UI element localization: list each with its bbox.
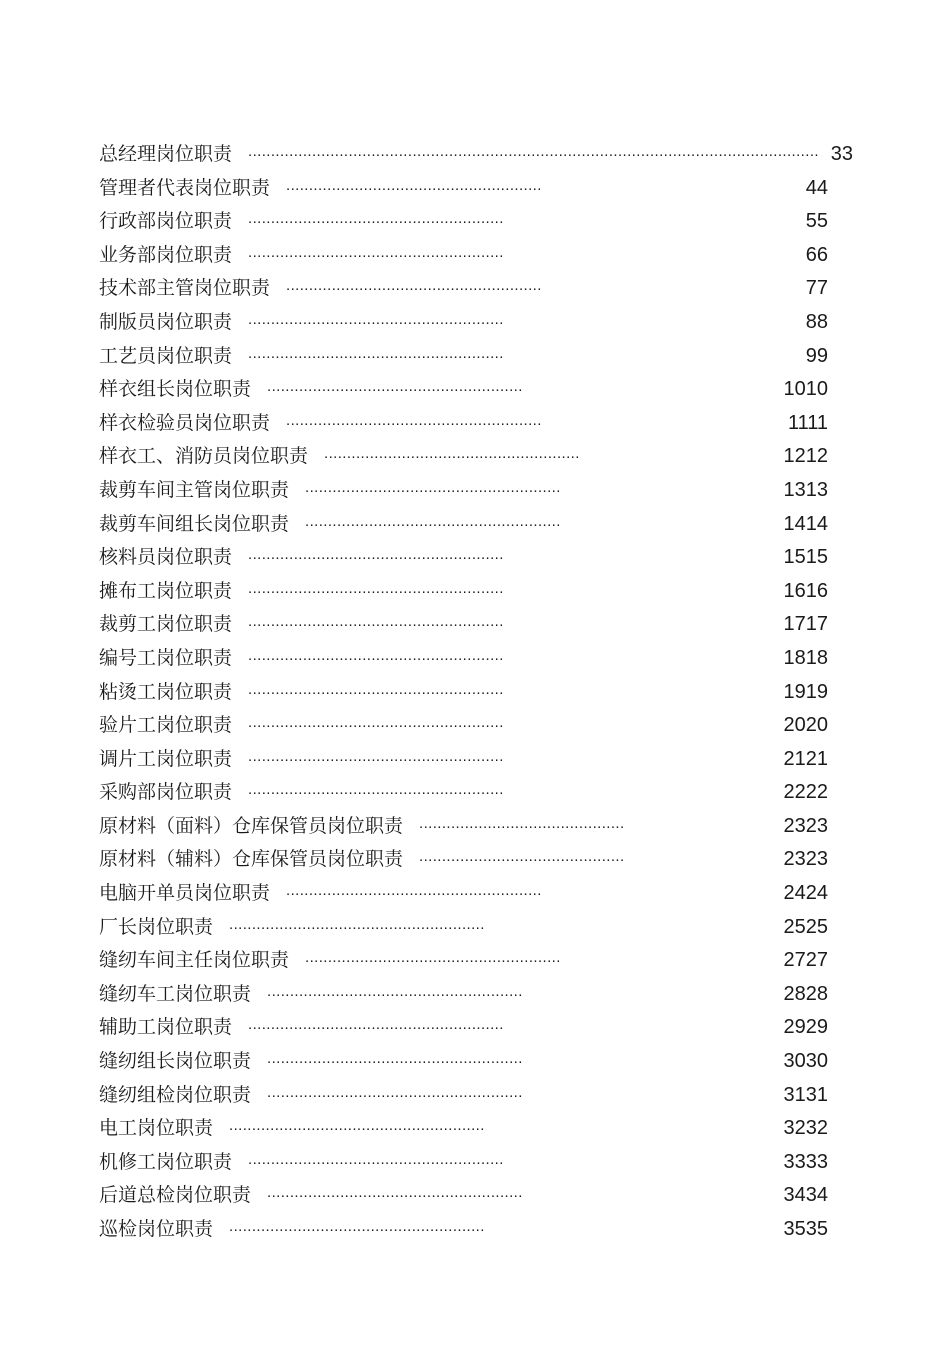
- toc-dot-leader: ........................................................: [248, 781, 504, 799]
- toc-entry[interactable]: [99, 1112, 859, 1146]
- toc-entry[interactable]: [99, 743, 859, 777]
- toc-dot-leader: ........................................................: [324, 445, 580, 463]
- toc-entry[interactable]: [99, 911, 859, 945]
- toc-entry-title: 工艺员岗位职责: [99, 344, 233, 367]
- toc-entry-page-number: 1818: [783, 646, 828, 669]
- toc-entry-title: 编号工岗位职责: [99, 646, 233, 669]
- toc-dot-leader: ........................................................: [267, 982, 523, 1000]
- toc-entry-title: 样衣组长岗位职责: [99, 378, 252, 401]
- toc-entry-page-number: 2828: [783, 982, 828, 1005]
- toc-dot-leader: ........................................................: [229, 1117, 485, 1135]
- toc-entry[interactable]: [99, 474, 859, 508]
- toc-entry[interactable]: [99, 340, 859, 374]
- toc-entry-page-number: 1212: [783, 445, 828, 468]
- toc-dot-leader: ........................................................: [248, 680, 504, 698]
- toc-entry-page-number: 2424: [783, 882, 828, 905]
- toc-entry-title: 技术部主管岗位职责: [99, 277, 271, 300]
- toc-dot-leader: ........................................................: [248, 579, 504, 597]
- toc-entry-page-number: 33: [830, 143, 853, 165]
- toc-entry-title: 巡检岗位职责: [99, 1218, 214, 1240]
- toc-entry[interactable]: [99, 306, 859, 340]
- toc-entry-title: 机修工岗位职责: [99, 1150, 233, 1173]
- toc-entry-title: 验片工岗位职责: [99, 714, 233, 737]
- toc-entry-title: 后道总检岗位职责: [99, 1184, 252, 1207]
- toc-entry-page-number: 3434: [783, 1184, 828, 1207]
- toc-entry-page-number: 1616: [783, 579, 828, 602]
- toc-dot-leader: ........................................................: [305, 512, 561, 530]
- toc-dot-leader: ........................................................: [248, 310, 504, 328]
- toc-entry[interactable]: [99, 172, 859, 206]
- toc-entry-title: 裁剪车间主管岗位职责: [99, 478, 290, 501]
- toc-entry-page-number: 88: [805, 310, 828, 333]
- toc-dot-leader: ........................................................: [267, 1050, 523, 1068]
- toc-dot-leader: ........................................................: [229, 1218, 485, 1235]
- toc-dot-leader: ........................................................: [267, 1184, 523, 1202]
- toc-dot-leader: ........................................................: [248, 747, 504, 765]
- toc-entry[interactable]: [99, 440, 859, 474]
- toc-entry-page-number: 2121: [783, 747, 828, 770]
- toc-dot-leader: ........................................................: [248, 714, 504, 732]
- toc-entry-title: 原材料（辅料）仓库保管员岗位职责: [99, 848, 404, 871]
- toc-entry-page-number: 2727: [783, 949, 828, 972]
- toc-entry[interactable]: [99, 1045, 859, 1079]
- toc-entry-page-number: 66: [805, 243, 828, 266]
- toc-dot-leader: ........................................................: [286, 277, 542, 295]
- toc-entry-page-number: 1010: [783, 378, 828, 401]
- toc-entry-page-number: 99: [805, 344, 828, 367]
- toc-dot-leader: .............................................: [419, 848, 625, 866]
- toc-entry-title: 缝纫组检岗位职责: [99, 1083, 252, 1106]
- toc-entry-page-number: 3131: [783, 1083, 828, 1106]
- toc-entry[interactable]: [99, 676, 859, 710]
- toc-entry[interactable]: [99, 877, 859, 911]
- toc-entry[interactable]: [99, 508, 859, 542]
- toc-entry[interactable]: [99, 205, 859, 239]
- toc-entry[interactable]: [99, 373, 859, 407]
- toc-entry[interactable]: [99, 575, 859, 609]
- toc-entry-title: 核料员岗位职责: [99, 546, 233, 569]
- toc-entry-page-number: 3333: [783, 1150, 828, 1173]
- toc-entry[interactable]: [99, 608, 859, 642]
- toc-entry-title: 样衣检验员岗位职责: [99, 411, 271, 434]
- toc-entry[interactable]: [99, 1146, 859, 1180]
- toc-entry[interactable]: [99, 1079, 859, 1113]
- toc-entry[interactable]: [99, 642, 859, 676]
- toc-dot-leader: ........................................................: [267, 1083, 523, 1101]
- toc-dot-leader: ........................................................: [248, 613, 504, 631]
- toc-entry-page-number: 77: [805, 277, 828, 300]
- toc-entry-page-number: 2525: [783, 915, 828, 938]
- toc-dot-leader: ........................................................: [248, 344, 504, 362]
- toc-entry[interactable]: [99, 407, 859, 441]
- toc-dot-leader: ........................................................: [229, 915, 485, 933]
- toc-dot-leader: ........................................................: [248, 546, 504, 564]
- toc-entry[interactable]: [99, 239, 859, 273]
- toc-dot-leader: ........................................................: [286, 411, 542, 429]
- toc-entry[interactable]: [99, 1011, 859, 1045]
- toc-entry[interactable]: [99, 776, 859, 810]
- toc-entry-title: 样衣工、消防员岗位职责: [99, 445, 309, 468]
- toc-entry-page-number: 3030: [783, 1050, 828, 1073]
- toc-entry[interactable]: [99, 709, 859, 743]
- toc-entry[interactable]: [99, 978, 859, 1012]
- toc-dot-leader: ........................................................: [267, 378, 523, 396]
- toc-entry-title: 缝纫车工岗位职责: [99, 982, 252, 1005]
- toc-entry-page-number: 2929: [783, 1016, 828, 1039]
- toc-entry-title: 业务部岗位职责: [99, 243, 233, 266]
- toc-entry-title: 裁剪车间组长岗位职责: [99, 512, 290, 535]
- toc-entry-title: 缝纫车间主任岗位职责: [99, 949, 290, 972]
- toc-entry-title: 辅助工岗位职责: [99, 1016, 233, 1039]
- toc-dot-leader: ........................................................: [248, 646, 504, 664]
- toc-entry-title: 电脑开单员岗位职责: [99, 882, 271, 905]
- toc-entry-title: 裁剪工岗位职责: [99, 613, 233, 636]
- table-of-contents: [99, 138, 859, 1247]
- toc-dot-leader: ........................................................: [286, 176, 542, 194]
- toc-entry-page-number: 3232: [783, 1117, 828, 1140]
- toc-entry-title: 行政部岗位职责: [99, 210, 233, 233]
- toc-entry[interactable]: [99, 843, 859, 877]
- toc-entry-title: 缝纫组长岗位职责: [99, 1050, 252, 1073]
- toc-dot-leader: ........................................................: [286, 882, 542, 900]
- toc-entry-title: 总经理岗位职责: [99, 143, 233, 165]
- toc-entry-page-number: 1919: [783, 680, 828, 703]
- toc-entry[interactable]: [99, 1213, 859, 1247]
- toc-entry-title: 调片工岗位职责: [99, 747, 233, 770]
- toc-dot-leader: ........................................................: [248, 1016, 504, 1034]
- toc-entry-page-number: 2323: [783, 814, 828, 837]
- toc-dot-leader: ........................................................: [305, 478, 561, 496]
- toc-entry[interactable]: [99, 541, 859, 575]
- toc-entry-page-number: 44: [805, 176, 828, 199]
- toc-entry-title: 采购部岗位职责: [99, 781, 233, 804]
- toc-entry-page-number: 1515: [783, 546, 828, 569]
- toc-dot-leader: ........................................................: [248, 1150, 504, 1168]
- toc-entry-page-number: 1313: [783, 478, 828, 501]
- toc-entry[interactable]: [99, 944, 859, 978]
- toc-entry-title: 管理者代表岗位职责: [99, 176, 271, 199]
- toc-entry-page-number: 55: [805, 210, 828, 233]
- toc-entry[interactable]: [99, 810, 859, 844]
- toc-entry-page-number: 3535: [783, 1218, 828, 1240]
- toc-entry-page-number: 1414: [783, 512, 828, 535]
- toc-entry-title: 摊布工岗位职责: [99, 579, 233, 602]
- toc-dot-leader: .............................................................................................................................: [248, 143, 819, 160]
- toc-entry-page-number: 1111: [787, 411, 828, 434]
- toc-dot-leader: ........................................................: [248, 243, 504, 261]
- toc-entry[interactable]: [99, 138, 859, 172]
- toc-entry-title: 原材料（面料）仓库保管员岗位职责: [99, 814, 404, 837]
- toc-entry-page-number: 2222: [783, 781, 828, 804]
- toc-entry-page-number: 2020: [783, 714, 828, 737]
- toc-entry-title: 电工岗位职责: [99, 1117, 214, 1140]
- toc-entry-title: 粘烫工岗位职责: [99, 680, 233, 703]
- toc-entry-title: 厂长岗位职责: [99, 915, 214, 938]
- toc-entry-title: 制版员岗位职责: [99, 310, 233, 333]
- toc-entry[interactable]: [99, 1179, 859, 1213]
- toc-entry-page-number: 2323: [783, 848, 828, 871]
- toc-entry-page-number: 1717: [783, 613, 828, 636]
- toc-dot-leader: .............................................: [419, 814, 625, 832]
- toc-dot-leader: ........................................................: [248, 210, 504, 228]
- toc-entry[interactable]: [99, 272, 859, 306]
- toc-dot-leader: ........................................................: [305, 949, 561, 967]
